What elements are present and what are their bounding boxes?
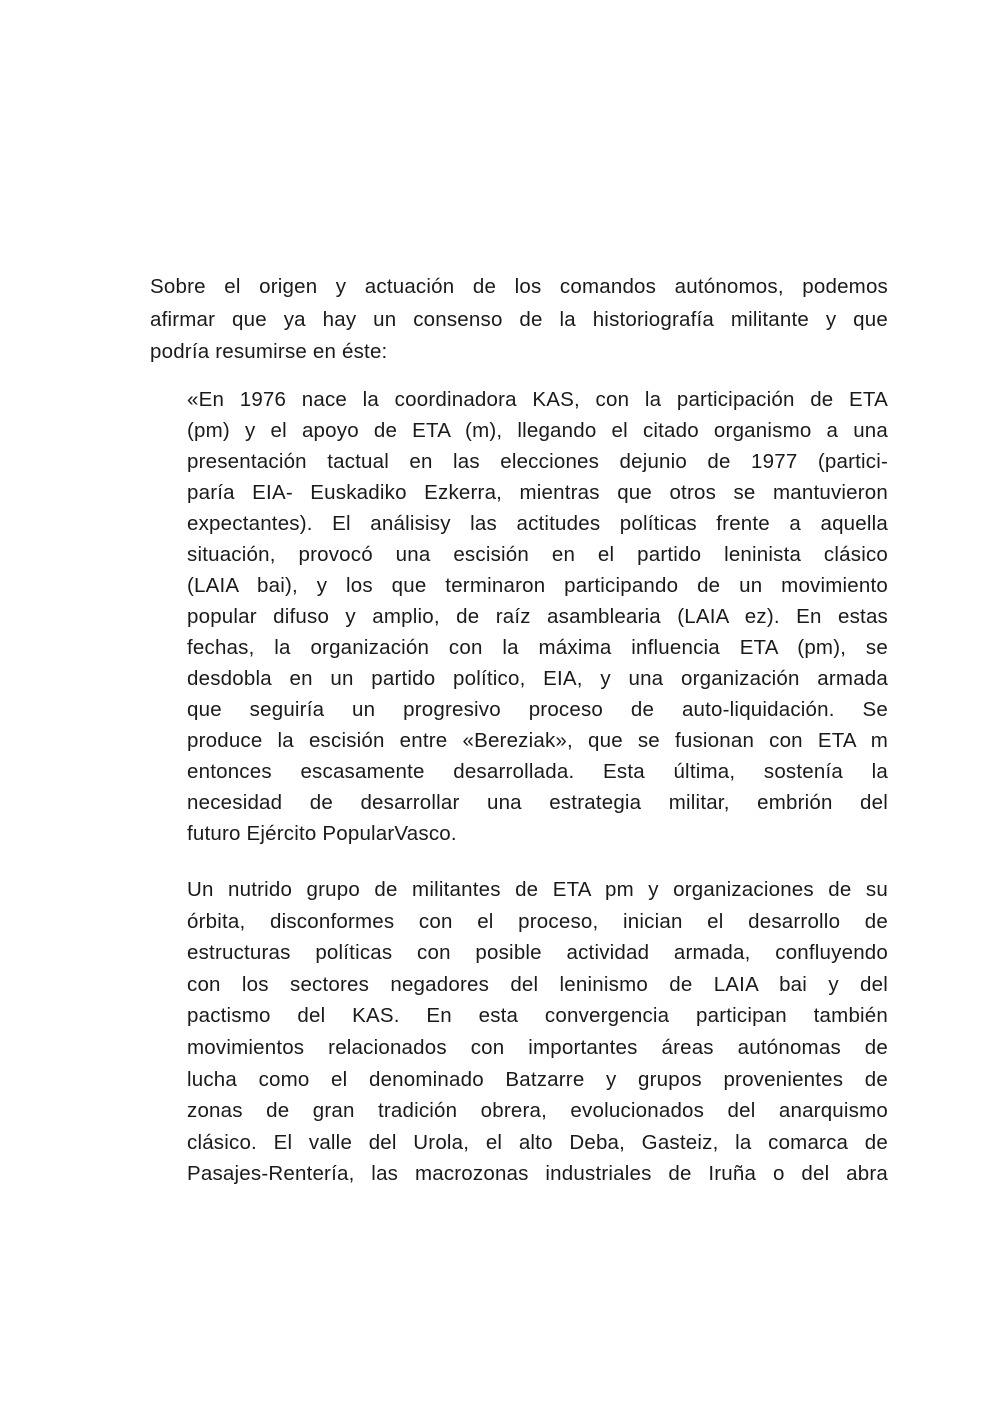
text-line: órbita, disconformes con el proceso, inician el desarrollo de: [187, 909, 888, 933]
text-line: pactismo del KAS. En esta convergencia participan también: [187, 1004, 888, 1028]
text-line: necesidad de desarrollar una estrategia militar, embrión del: [187, 791, 888, 814]
text-line: popular difuso y amplio, de raíz asamblearia (LAIA ez). En estas: [187, 605, 888, 628]
text-line: afirmar que ya hay un consenso de la historiografía militante y que: [150, 307, 888, 331]
body-paragraph: [187, 874, 888, 1190]
text-line: expectantes). El análisisy las actitudes políticas frente a aquella: [187, 512, 888, 535]
quoted-paragraph: [187, 384, 888, 849]
text-line: (pm) y el apoyo de ETA (m), llegando el citado organismo a una: [187, 419, 888, 442]
text-line: Un nutrido grupo de militantes de ETA pm y organizaciones de su: [187, 878, 888, 901]
text-line: «En 1976 nace la coordinadora KAS, con la participación de ETA: [187, 388, 888, 411]
text-line: que seguiría un progresivo proceso de auto-liquidación. Se: [187, 698, 888, 721]
text-line: Pasajes-Rentería, las macrozonas industriales de Iruña o del abra: [187, 1162, 888, 1186]
text-line: (LAIA bai), y los que terminaron participando de un movimiento: [187, 574, 888, 597]
text-line: podría resumirse en éste:: [150, 340, 388, 363]
text-line: zonas de gran tradición obrera, evolucionados del anarquismo: [187, 1099, 888, 1123]
text-line: clásico. El valle del Urola, el alto Deba, Gasteiz, la comarca de: [187, 1130, 888, 1154]
text-line: lucha como el denominado Batzarre y grupos provenientes de: [187, 1067, 888, 1091]
text-line: produce la escisión entre «Bereziak», que se fusionan con ETA m: [187, 729, 888, 752]
text-line: desdobla en un partido político, EIA, y una organización armada: [187, 667, 888, 690]
text-line: estructuras políticas con posible actividad armada, confluyendo: [187, 941, 888, 965]
text-line: movimientos relacionados con importantes áreas autónomas de: [187, 1035, 888, 1059]
intro-paragraph: [150, 271, 888, 369]
text-line: futuro Ejército PopularVasco.: [187, 822, 457, 845]
text-line: Sobre el origen y actuación de los comandos autónomos, podemos: [150, 275, 888, 298]
text-line: presentación tactual en las elecciones dejunio de 1977 (partici-: [187, 450, 888, 473]
text-line: con los sectores negadores del leninismo de LAIA bai y del: [187, 972, 888, 996]
text-line: fechas, la organización con la máxima influencia ETA (pm), se: [187, 636, 888, 659]
text-line: entonces escasamente desarrollada. Esta última, sostenía la: [187, 760, 888, 783]
text-line: paría EIA- Euskadiko Ezkerra, mientras que otros se mantuvieron: [187, 481, 888, 504]
text-line: situación, provocó una escisión en el partido leninista clásico: [187, 543, 888, 566]
